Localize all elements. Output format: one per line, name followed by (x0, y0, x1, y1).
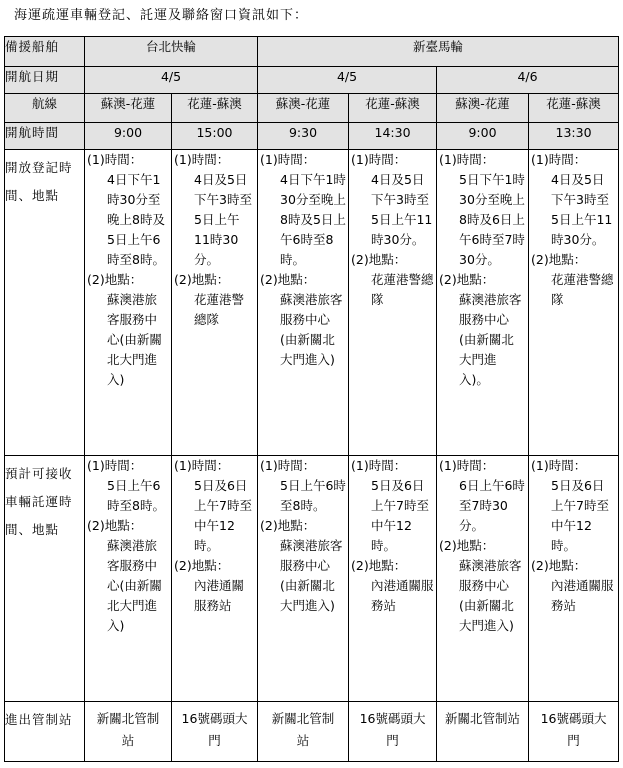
time-text: 5日及6日上午7時至中午12時。 (551, 478, 609, 553)
time-text: 5日上午6時至8時。 (107, 478, 165, 513)
date-xintai-a: 4/5 (258, 67, 437, 94)
ship-taipei: 台北快輪 (85, 37, 258, 67)
time-text: 5日及6日上午7時至中午12時。 (194, 478, 252, 553)
time-heading: (1)時間： (260, 152, 316, 167)
receiving-row (5, 456, 619, 702)
route-label: 航線 (5, 94, 85, 123)
station-label: 進出管制站 (5, 702, 85, 762)
time-cell: 14:30 (349, 123, 437, 150)
place-heading: (2)地點： (351, 558, 407, 573)
place-heading: (2)地點： (531, 558, 587, 573)
time-text: 5日及6日上午7時至中午12時。 (371, 478, 429, 553)
station-row (5, 702, 619, 762)
route-cell: 花蓮-蘇澳 (172, 94, 258, 123)
registration-cell (437, 150, 529, 456)
place-heading: (2)地點： (260, 272, 316, 287)
route-cell: 花蓮-蘇澳 (529, 94, 619, 123)
ship-label: 備援船舶 (5, 37, 85, 67)
time-heading: (1)時間： (87, 458, 143, 473)
station-cell (172, 702, 258, 762)
registration-label: 開放登記時間、地點 (5, 150, 85, 456)
ship-xintai: 新臺馬輪 (258, 37, 619, 67)
place-text: 內港通關服務站 (371, 578, 434, 613)
registration-cell (349, 150, 437, 456)
time-heading: (1)時間： (531, 152, 587, 167)
route-cell: 蘇澳-花蓮 (258, 94, 349, 123)
time-heading: (1)時間： (439, 152, 495, 167)
place-text: 內港通關服務站 (194, 578, 245, 613)
time-row (5, 123, 619, 150)
receiving-cell (437, 456, 529, 702)
place-heading: (2)地點： (439, 538, 495, 553)
receiving-cell (529, 456, 619, 702)
date-label: 開航日期 (5, 67, 85, 94)
station-cell (258, 702, 349, 762)
date-row (5, 67, 619, 94)
place-heading: (2)地點： (531, 252, 587, 267)
time-text: 4日下午1時30分至晚上8時及5日上午6時至8時。 (280, 172, 346, 267)
registration-row (5, 150, 619, 456)
time-heading: (1)時間： (439, 458, 495, 473)
receiving-cell (258, 456, 349, 702)
time-text: 4日及5日下午3時至5日上午11時30分。 (371, 172, 433, 247)
place-text: 蘇澳港旅客服務中心(由新關北大門進入) (459, 558, 522, 633)
station-cell (529, 702, 619, 762)
date-xintai-b: 4/6 (437, 67, 619, 94)
time-cell: 9:00 (85, 123, 172, 150)
route-cell: 蘇澳-花蓮 (437, 94, 529, 123)
time-cell: 9:00 (437, 123, 529, 150)
registration-cell (258, 150, 349, 456)
time-heading: (1)時間： (351, 458, 407, 473)
route-cell: 蘇澳-花蓮 (85, 94, 172, 123)
station-text: 16號碼頭大門 (540, 711, 607, 748)
date-taipei: 4/5 (85, 67, 258, 94)
place-text: 蘇澳港旅客服務中心(由新關北大門進入) (107, 538, 162, 633)
page-heading: 海運疏運車輛登記、託運及聯絡窗口資訊如下： (14, 8, 309, 23)
place-text: 蘇澳港旅客服務中心(由新關北大門進入) (280, 538, 343, 613)
time-text: 4日下午1時30分至晚上8時及5日上午6時至8時。 (107, 172, 165, 267)
station-text: 新關北管制站 (96, 711, 160, 748)
registration-cell (85, 150, 172, 456)
receiving-label: 預計可接收車輛託運時間、地點 (5, 456, 85, 702)
place-text: 內港通關服務站 (551, 578, 614, 613)
receiving-cell (172, 456, 258, 702)
registration-cell (529, 150, 619, 456)
time-heading: (1)時間： (531, 458, 587, 473)
place-heading: (2)地點： (174, 558, 230, 573)
time-label: 開航時間 (5, 123, 85, 150)
receiving-cell (349, 456, 437, 702)
time-heading: (1)時間： (260, 458, 316, 473)
place-heading: (2)地點： (439, 272, 495, 287)
place-heading: (2)地點： (87, 518, 143, 533)
station-text: 新關北管制站 (271, 711, 335, 748)
time-cell: 15:00 (172, 123, 258, 150)
place-heading: (2)地點： (351, 252, 407, 267)
place-heading: (2)地點： (87, 272, 143, 287)
station-text: 16號碼頭大門 (181, 711, 248, 748)
place-heading: (2)地點： (174, 272, 230, 287)
place-text: 蘇澳港旅客服務中心(由新關北大門進入)。 (459, 292, 522, 387)
time-cell: 13:30 (529, 123, 619, 150)
time-text: 5日下午1時30分至晚上8時及6日上午6時至7時30分。 (459, 172, 525, 267)
station-cell (85, 702, 172, 762)
time-heading: (1)時間： (87, 152, 143, 167)
place-text: 蘇澳港旅客服務中心(由新關北大門進入) (107, 292, 162, 387)
place-text: 花蓮港警總隊 (371, 272, 434, 307)
schedule-table (4, 36, 619, 762)
ship-row (5, 37, 619, 67)
place-text: 花蓮港警總隊 (551, 272, 614, 307)
route-row (5, 94, 619, 123)
time-cell: 9:30 (258, 123, 349, 150)
time-text: 5日上午6時至8時。 (280, 478, 346, 513)
place-text: 蘇澳港旅客服務中心(由新關北大門進入) (280, 292, 343, 367)
time-text: 4日及5日下午3時至5日上午11時30分。 (551, 172, 613, 247)
time-heading: (1)時間： (174, 458, 230, 473)
receiving-cell (85, 456, 172, 702)
place-heading: (2)地點： (260, 518, 316, 533)
station-text: 16號碼頭大門 (359, 711, 426, 748)
time-heading: (1)時間： (174, 152, 230, 167)
time-text: 6日上午6時至7時30分。 (459, 478, 525, 533)
route-cell: 花蓮-蘇澳 (349, 94, 437, 123)
time-heading: (1)時間： (351, 152, 407, 167)
station-cell (349, 702, 437, 762)
time-text: 4日及5日下午3時至5日上午11時30分。 (194, 172, 252, 267)
registration-cell (172, 150, 258, 456)
station-cell (437, 702, 529, 762)
station-text: 新關北管制站 (445, 711, 521, 726)
place-text: 花蓮港警總隊 (194, 292, 245, 327)
